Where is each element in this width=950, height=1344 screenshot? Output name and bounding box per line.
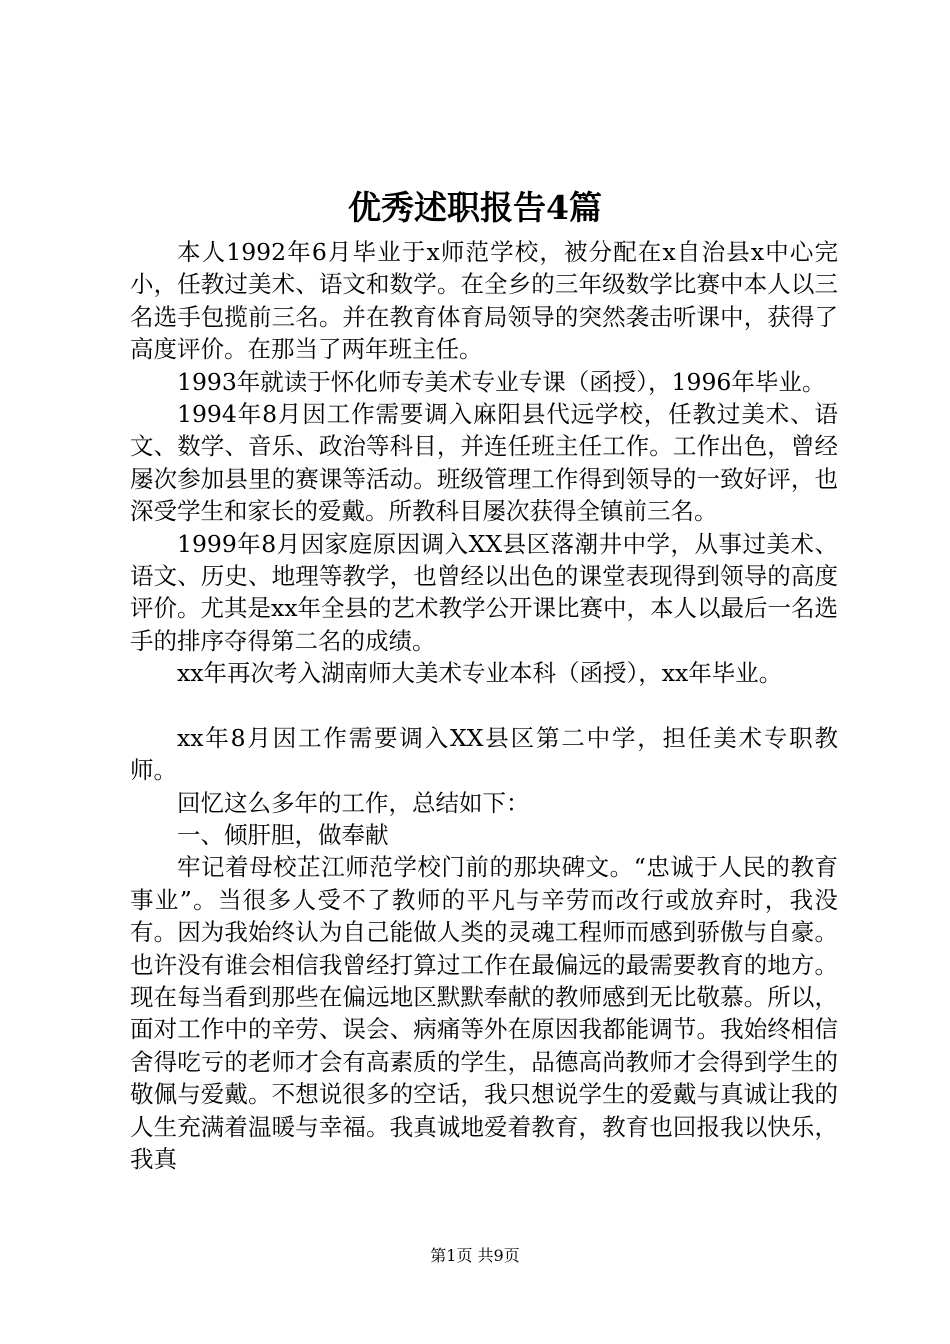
document-body — [130, 236, 838, 1175]
paragraph-dedication: 牢记着母校芷江师范学校门前的那块碑文。“忠诚于人民的教育事业”。当很多人受不了教师的平凡与辛劳而改行或放弃时，我没有。因为我始终认为自己能做人类的灵魂工程师而感到骄傲与自豪。也许没有谁会相信我曾经打算过工作在最偏远的最需要教育的地方。现在每当看到那些在偏远地区默默奉献的教师感到无比敬慕。所以，面对工作中的辛劳、误会、病痛等外在原因我都能调节。我始终相信舍得吃亏的老师才会有高素质的学生，品德高尚教师才会得到学生的敬佩与爱戴。不想说很多的空话，我只想说学生的爱戴与真诚让我的人生充满着温暖与幸福。我真诚地爱着教育，教育也回报我以快乐，我真 — [130, 853, 838, 1173]
paragraph-career-start: 本人1992年6月毕业于x师范学校，被分配在x自治县x中心完小，任教过美术、语文和数学。在全乡的三年级数学比赛中本人以三名选手包揽前三名。并在教育体育局领导的突然袭击听课中，获得了高度评价。在那当了两年班主任。 — [130, 238, 838, 364]
paragraph-education-1993: 1993年就读于怀化师专美术专业专课（函授），1996年毕业。 — [177, 367, 826, 396]
paragraph-career-1999: 1999年8月因家庭原因调入XX县区落潮井中学，从事过美术、语文、历史、地理等教学，也曾经以出色的课堂表现得到领导的高度评价。尤其是xx年全县的艺术教学公开课比赛中，本人以最后一名选手的排序夺得第二名的成绩。 — [130, 529, 839, 655]
page-footer: 第1页 共9页 — [430, 1246, 520, 1265]
paragraph-career-1994: 1994年8月因工作需要调入麻阳县代远学校，任教过美术、语文、数学、音乐、政治等科目，并连任班主任工作。工作出色，曾经屡次参加县里的赛课等活动。班级管理工作得到领导的一致好评，也深受学生和家长的爱戴。所教科目屡次获得全镇前三名。 — [130, 400, 838, 526]
document-title: 优秀述职报告4篇 — [348, 188, 602, 227]
paragraph-education-bachelor: xx年再次考入湖南师大美术专业本科（函授），xx年毕业。 — [177, 659, 783, 688]
paragraph-career-current: xx年8月因工作需要调入XX县区第二中学，担任美术专职教师。 — [130, 723, 838, 785]
paragraph-summary-intro: 回忆这么多年的工作，总结如下： — [177, 788, 530, 817]
section-heading-1: 一、倾肝胆，做奉献 — [177, 820, 389, 849]
